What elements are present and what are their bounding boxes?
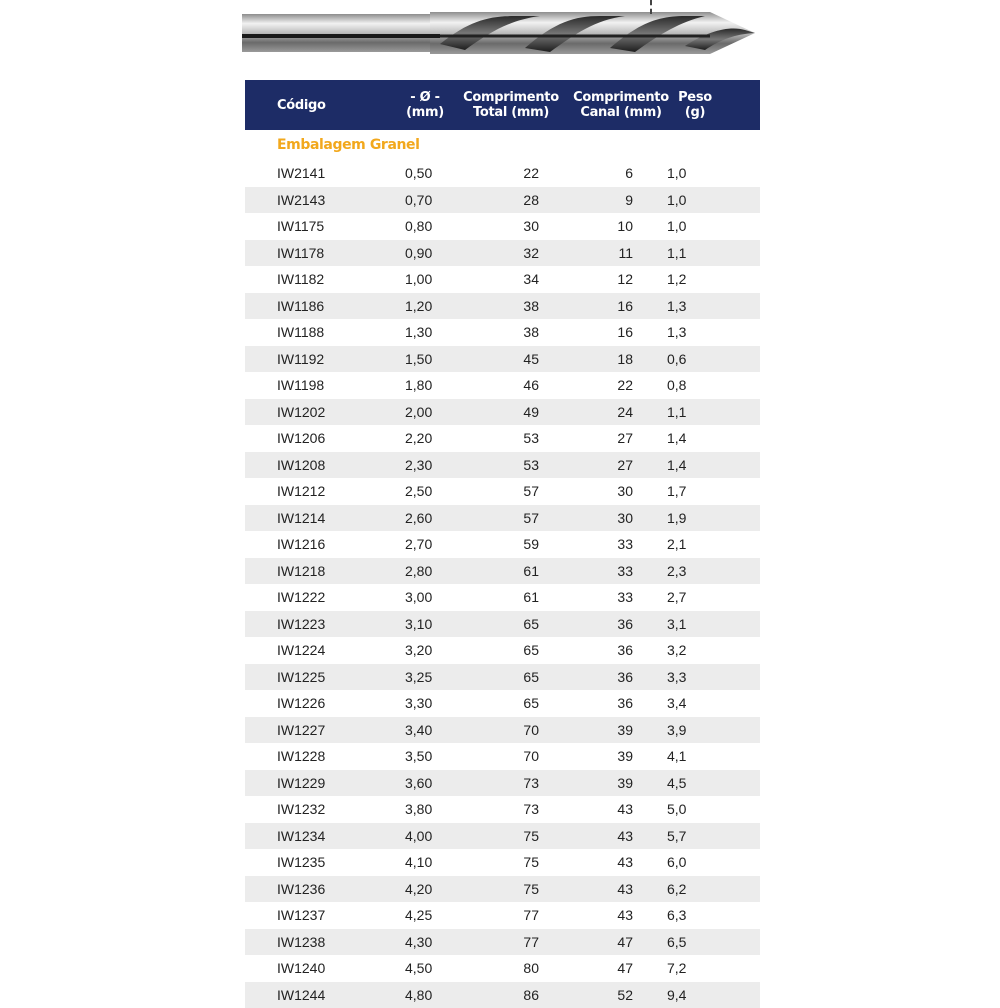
cell-peso: 9,4 xyxy=(663,987,723,1003)
header-peso xyxy=(675,90,715,120)
table-body xyxy=(245,160,760,1008)
cell-peso: 1,7 xyxy=(663,483,723,499)
cell-peso: 1,4 xyxy=(663,457,723,473)
cell-canal: 47 xyxy=(557,934,663,950)
cell-diametro: 3,00 xyxy=(387,589,447,605)
header-diametro xyxy=(387,90,455,120)
cell-peso: 2,3 xyxy=(663,563,723,579)
cell-diametro: 4,25 xyxy=(387,907,447,923)
cell-canal: 16 xyxy=(557,298,663,314)
cell-total: 65 xyxy=(447,642,557,658)
cell-total: 61 xyxy=(447,563,557,579)
table-row xyxy=(245,293,760,320)
cell-peso: 6,2 xyxy=(663,881,723,897)
cell-codigo: IW1235 xyxy=(245,854,387,870)
cell-diametro: 3,20 xyxy=(387,642,447,658)
cell-codigo: IW2141 xyxy=(245,165,387,181)
cell-canal: 43 xyxy=(557,801,663,817)
cell-canal: 33 xyxy=(557,536,663,552)
cell-peso: 2,1 xyxy=(663,536,723,552)
cell-canal: 43 xyxy=(557,854,663,870)
cell-total: 46 xyxy=(447,377,557,393)
table-row xyxy=(245,823,760,850)
cell-codigo: IW1232 xyxy=(245,801,387,817)
cell-codigo: IW1186 xyxy=(245,298,387,314)
cell-peso: 1,1 xyxy=(663,404,723,420)
cell-canal: 24 xyxy=(557,404,663,420)
table-row xyxy=(245,717,760,744)
header-total-line2: Total (mm) xyxy=(455,105,567,120)
table-row xyxy=(245,637,760,664)
cell-canal: 47 xyxy=(557,960,663,976)
cell-codigo: IW1234 xyxy=(245,828,387,844)
cell-diametro: 1,50 xyxy=(387,351,447,367)
cell-total: 45 xyxy=(447,351,557,367)
cell-total: 65 xyxy=(447,616,557,632)
cell-canal: 39 xyxy=(557,722,663,738)
cell-canal: 36 xyxy=(557,616,663,632)
cell-codigo: IW1240 xyxy=(245,960,387,976)
cell-diametro: 2,80 xyxy=(387,563,447,579)
cell-diametro: 3,80 xyxy=(387,801,447,817)
cell-canal: 27 xyxy=(557,457,663,473)
cell-total: 22 xyxy=(447,165,557,181)
table-row xyxy=(245,902,760,929)
cell-codigo: IW1208 xyxy=(245,457,387,473)
cell-codigo: IW1237 xyxy=(245,907,387,923)
cell-total: 77 xyxy=(447,934,557,950)
cell-codigo: IW1182 xyxy=(245,271,387,287)
cell-diametro: 2,20 xyxy=(387,430,447,446)
cell-peso: 1,0 xyxy=(663,218,723,234)
cell-codigo: IW1216 xyxy=(245,536,387,552)
cell-codigo: IW1212 xyxy=(245,483,387,499)
table-row xyxy=(245,160,760,187)
header-peso-line2: (g) xyxy=(675,105,715,120)
cell-canal: 11 xyxy=(557,245,663,261)
header-canal-line1: Comprimento xyxy=(567,90,675,105)
cell-canal: 39 xyxy=(557,775,663,791)
cell-total: 38 xyxy=(447,324,557,340)
cell-peso: 6,0 xyxy=(663,854,723,870)
cell-total: 57 xyxy=(447,483,557,499)
cell-total: 73 xyxy=(447,775,557,791)
cell-total: 75 xyxy=(447,828,557,844)
cell-total: 59 xyxy=(447,536,557,552)
cell-peso: 5,7 xyxy=(663,828,723,844)
cell-total: 86 xyxy=(447,987,557,1003)
cell-diametro: 2,60 xyxy=(387,510,447,526)
cell-total: 65 xyxy=(447,669,557,685)
table-row xyxy=(245,505,760,532)
cell-diametro: 2,00 xyxy=(387,404,447,420)
table-row xyxy=(245,664,760,691)
cell-canal: 33 xyxy=(557,563,663,579)
cell-diametro: 1,80 xyxy=(387,377,447,393)
cell-codigo: IW1214 xyxy=(245,510,387,526)
cell-total: 32 xyxy=(447,245,557,261)
cell-canal: 43 xyxy=(557,907,663,923)
cell-peso: 2,7 xyxy=(663,589,723,605)
cell-codigo: IW1198 xyxy=(245,377,387,393)
cell-canal: 18 xyxy=(557,351,663,367)
table-row xyxy=(245,399,760,426)
cell-canal: 12 xyxy=(557,271,663,287)
cell-peso: 1,0 xyxy=(663,192,723,208)
table-row xyxy=(245,743,760,770)
table-row xyxy=(245,346,760,373)
cell-peso: 6,5 xyxy=(663,934,723,950)
cell-peso: 3,9 xyxy=(663,722,723,738)
cell-diametro: 4,20 xyxy=(387,881,447,897)
cell-canal: 36 xyxy=(557,695,663,711)
cell-codigo: IW1226 xyxy=(245,695,387,711)
table-row xyxy=(245,849,760,876)
cell-codigo: IW1178 xyxy=(245,245,387,261)
cell-codigo: IW1222 xyxy=(245,589,387,605)
table-row xyxy=(245,929,760,956)
cell-diametro: 0,80 xyxy=(387,218,447,234)
cell-codigo: IW1175 xyxy=(245,218,387,234)
header-diametro-line1: - Ø - xyxy=(395,90,455,105)
cell-diametro: 1,00 xyxy=(387,271,447,287)
cell-codigo: IW1236 xyxy=(245,881,387,897)
cell-canal: 9 xyxy=(557,192,663,208)
table-row xyxy=(245,955,760,982)
cell-diametro: 2,50 xyxy=(387,483,447,499)
cell-peso: 1,4 xyxy=(663,430,723,446)
header-total xyxy=(455,90,567,120)
cell-canal: 16 xyxy=(557,324,663,340)
cell-diametro: 4,50 xyxy=(387,960,447,976)
table-header xyxy=(245,80,760,130)
cell-diametro: 2,70 xyxy=(387,536,447,552)
table-row xyxy=(245,372,760,399)
cell-total: 75 xyxy=(447,881,557,897)
cell-diametro: 4,00 xyxy=(387,828,447,844)
header-total-line1: Comprimento xyxy=(455,90,567,105)
table-row xyxy=(245,425,760,452)
cell-total: 30 xyxy=(447,218,557,234)
cell-canal: 52 xyxy=(557,987,663,1003)
cell-peso: 3,4 xyxy=(663,695,723,711)
cell-peso: 0,8 xyxy=(663,377,723,393)
cell-total: 75 xyxy=(447,854,557,870)
section-label: Embalagem Granel xyxy=(245,130,760,160)
cell-total: 65 xyxy=(447,695,557,711)
cell-total: 28 xyxy=(447,192,557,208)
cell-canal: 30 xyxy=(557,483,663,499)
cell-codigo: IW2143 xyxy=(245,192,387,208)
cell-total: 70 xyxy=(447,722,557,738)
cell-diametro: 3,30 xyxy=(387,695,447,711)
cell-total: 34 xyxy=(447,271,557,287)
table-row xyxy=(245,213,760,240)
header-codigo xyxy=(245,98,387,113)
cell-canal: 43 xyxy=(557,881,663,897)
cell-diametro: 1,30 xyxy=(387,324,447,340)
cell-canal: 27 xyxy=(557,430,663,446)
cell-total: 53 xyxy=(447,430,557,446)
cell-canal: 30 xyxy=(557,510,663,526)
table-row xyxy=(245,611,760,638)
cell-codigo: IW1206 xyxy=(245,430,387,446)
cell-peso: 1,3 xyxy=(663,324,723,340)
cell-diametro: 3,60 xyxy=(387,775,447,791)
cell-codigo: IW1192 xyxy=(245,351,387,367)
cell-total: 77 xyxy=(447,907,557,923)
cell-canal: 22 xyxy=(557,377,663,393)
table-row xyxy=(245,796,760,823)
header-diametro-line2: (mm) xyxy=(395,105,455,120)
cell-codigo: IW1229 xyxy=(245,775,387,791)
cell-diametro: 3,25 xyxy=(387,669,447,685)
drill-bit-icon xyxy=(240,0,760,66)
cell-peso: 1,3 xyxy=(663,298,723,314)
cell-peso: 3,3 xyxy=(663,669,723,685)
cell-codigo: IW1238 xyxy=(245,934,387,950)
cell-peso: 6,3 xyxy=(663,907,723,923)
cell-diametro: 1,20 xyxy=(387,298,447,314)
cell-total: 38 xyxy=(447,298,557,314)
cell-diametro: 0,90 xyxy=(387,245,447,261)
specs-table xyxy=(245,80,760,1008)
header-canal-line2: Canal (mm) xyxy=(567,105,675,120)
cell-canal: 39 xyxy=(557,748,663,764)
cell-codigo: IW1188 xyxy=(245,324,387,340)
header-canal xyxy=(567,90,675,120)
cell-peso: 3,2 xyxy=(663,642,723,658)
header-peso-line1: Peso xyxy=(675,90,715,105)
cell-peso: 1,2 xyxy=(663,271,723,287)
cell-canal: 33 xyxy=(557,589,663,605)
cell-total: 73 xyxy=(447,801,557,817)
cell-diametro: 2,30 xyxy=(387,457,447,473)
table-row xyxy=(245,319,760,346)
table-row xyxy=(245,452,760,479)
cell-diametro: 4,30 xyxy=(387,934,447,950)
cell-total: 57 xyxy=(447,510,557,526)
cell-peso: 1,0 xyxy=(663,165,723,181)
table-row xyxy=(245,266,760,293)
table-row xyxy=(245,478,760,505)
cell-total: 53 xyxy=(447,457,557,473)
table-row xyxy=(245,690,760,717)
table-row xyxy=(245,531,760,558)
cell-peso: 3,1 xyxy=(663,616,723,632)
cell-canal: 6 xyxy=(557,165,663,181)
cell-peso: 4,5 xyxy=(663,775,723,791)
cell-total: 80 xyxy=(447,960,557,976)
table-row xyxy=(245,584,760,611)
cell-codigo: IW1224 xyxy=(245,642,387,658)
cell-peso: 5,0 xyxy=(663,801,723,817)
cell-diametro: 0,50 xyxy=(387,165,447,181)
cell-codigo: IW1244 xyxy=(245,987,387,1003)
cell-diametro: 4,10 xyxy=(387,854,447,870)
cell-diametro: 0,70 xyxy=(387,192,447,208)
cell-peso: 7,2 xyxy=(663,960,723,976)
cell-codigo: IW1223 xyxy=(245,616,387,632)
cell-peso: 4,1 xyxy=(663,748,723,764)
cell-codigo: IW1202 xyxy=(245,404,387,420)
cell-diametro: 4,80 xyxy=(387,987,447,1003)
cell-diametro: 3,40 xyxy=(387,722,447,738)
cell-codigo: IW1227 xyxy=(245,722,387,738)
cell-codigo: IW1228 xyxy=(245,748,387,764)
cell-total: 61 xyxy=(447,589,557,605)
cell-codigo: IW1218 xyxy=(245,563,387,579)
cell-peso: 1,1 xyxy=(663,245,723,261)
table-row xyxy=(245,876,760,903)
cell-codigo: IW1225 xyxy=(245,669,387,685)
table-row xyxy=(245,558,760,585)
cell-canal: 36 xyxy=(557,669,663,685)
header-codigo-label: Código xyxy=(277,98,326,113)
cell-canal: 10 xyxy=(557,218,663,234)
dimension-line xyxy=(650,0,652,14)
cell-diametro: 3,10 xyxy=(387,616,447,632)
cell-total: 49 xyxy=(447,404,557,420)
cell-peso: 1,9 xyxy=(663,510,723,526)
table-row xyxy=(245,770,760,797)
cell-total: 70 xyxy=(447,748,557,764)
cell-canal: 43 xyxy=(557,828,663,844)
cell-canal: 36 xyxy=(557,642,663,658)
table-row xyxy=(245,240,760,267)
cell-diametro: 3,50 xyxy=(387,748,447,764)
table-row xyxy=(245,187,760,214)
table-row xyxy=(245,982,760,1008)
cell-peso: 0,6 xyxy=(663,351,723,367)
